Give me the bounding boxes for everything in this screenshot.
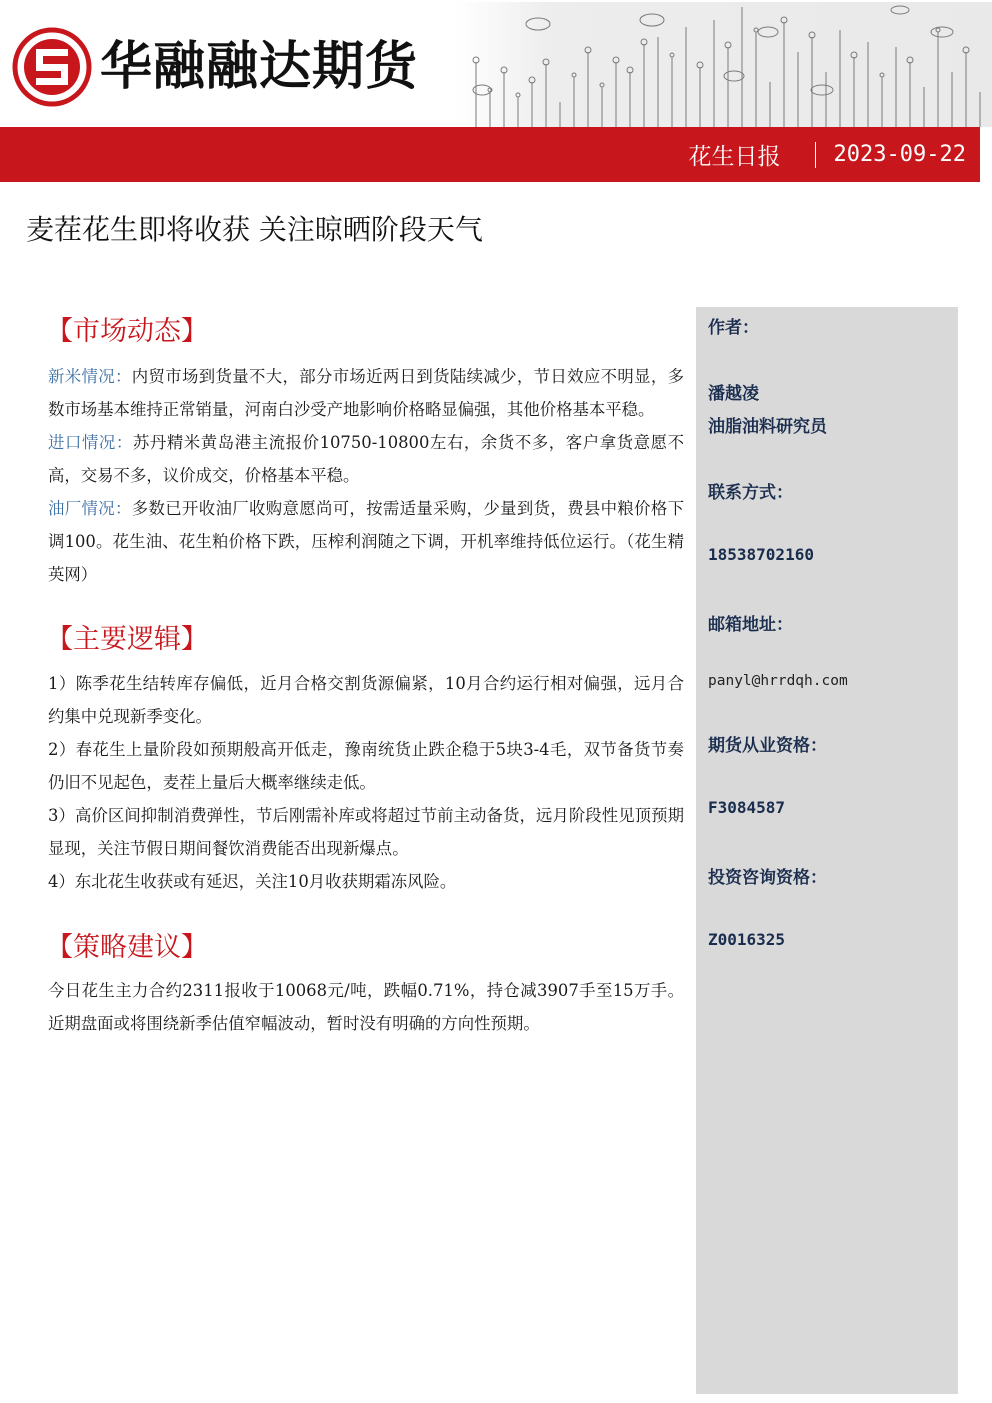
market-item-text: 多数已开收油厂收购意愿尚可，按需适量采购，少量到货，费县中粮价格下调100。花生油、花生粕价格下跌，压榨利润随之下调，开机率维持低位运行。（花生精英网）: [48, 499, 685, 584]
market-heading: 【市场动态】: [46, 316, 208, 347]
report-type: 花生日报: [688, 144, 781, 170]
hrrd-logo-icon: [12, 27, 92, 107]
author-sidebar: [696, 307, 958, 1394]
separator: [815, 142, 816, 168]
advisory-qualification-id: Z0016325: [708, 930, 786, 949]
strategy-text: 今日花生主力合约2311报收于10068元/吨，跌幅0.71%，持仓减3907手至15万手。近期盘面或将围绕新季估值窄幅波动，暂时没有明确的方向性预期。: [48, 981, 684, 1033]
logic-heading: 【主要逻辑】: [46, 624, 208, 655]
logic-item: 1）陈季花生结转库存偏低，近月合格交割货源偏紧，10月合约运行相对偏强，远月合约集中兑现新季变化。: [48, 674, 684, 726]
email-label: 邮箱地址：: [708, 615, 793, 635]
logic-item: 3）高价区间抑制消费弹性，节后刚需补库或将超过节前主动备货，远月阶段性见顶预期显现，关注节假日期间餐饮消费能否出现新爆点。: [48, 806, 684, 858]
author-label: 作者：: [708, 318, 759, 338]
market-item-import: [48, 426, 684, 492]
author-name: 潘越凌: [708, 384, 759, 404]
author-title: 油脂油料研究员: [708, 417, 827, 437]
header-decoration: [456, 2, 992, 127]
market-item-text: 苏丹精米黄岛港主流报价10750-10800左右，余货不多，客户拿货意愿不高，交易不多，议价成交，价格基本平稳。: [48, 433, 684, 485]
strategy-heading: 【策略建议】: [46, 932, 208, 963]
phone-number: 18538702160: [708, 545, 814, 564]
contact-label: 联系方式：: [708, 483, 793, 503]
market-item-oil-mill: [48, 492, 684, 591]
main-content: [48, 310, 684, 1040]
advisory-qualification-label: 投资咨询资格：: [708, 868, 827, 888]
report-title: 麦茬花生即将收获 关注晾晒阶段天气: [26, 213, 483, 246]
logic-item: 2）春花生上量阶段如预期般高开低走，豫南统货止跌企稳于5块3-4毛，双节备货节奏仍旧不见起色，麦茬上量后大概率继续走低。: [48, 740, 684, 792]
decorative-pins-graphic: [456, 2, 992, 127]
report-date: 2023-09-22: [833, 142, 966, 167]
market-item-label: 新米情况：: [48, 367, 132, 386]
report-meta: [689, 127, 966, 182]
market-item-label: 进口情况：: [48, 433, 133, 452]
market-item-text: 内贸市场到货量不大，部分市场近两日到货陆续减少，节日效应不明显，多数市场基本维持正常销量，河南白沙受产地影响价格略显偏强，其他价格基本平稳。: [48, 367, 685, 419]
logic-item: 4）东北花生收获或有延迟，关注10月收获期霜冻风险。: [48, 872, 457, 891]
email-address[interactable]: panyl@hrrdqh.com: [708, 673, 848, 689]
report-header-band: [0, 127, 980, 182]
futures-qualification-label: 期货从业资格：: [708, 736, 827, 756]
futures-qualification-id: F3084587: [708, 798, 786, 817]
market-item-new-rice: [48, 360, 684, 426]
company-name: 华融融达期货: [100, 37, 419, 97]
market-item-label: 油厂情况：: [48, 499, 132, 518]
